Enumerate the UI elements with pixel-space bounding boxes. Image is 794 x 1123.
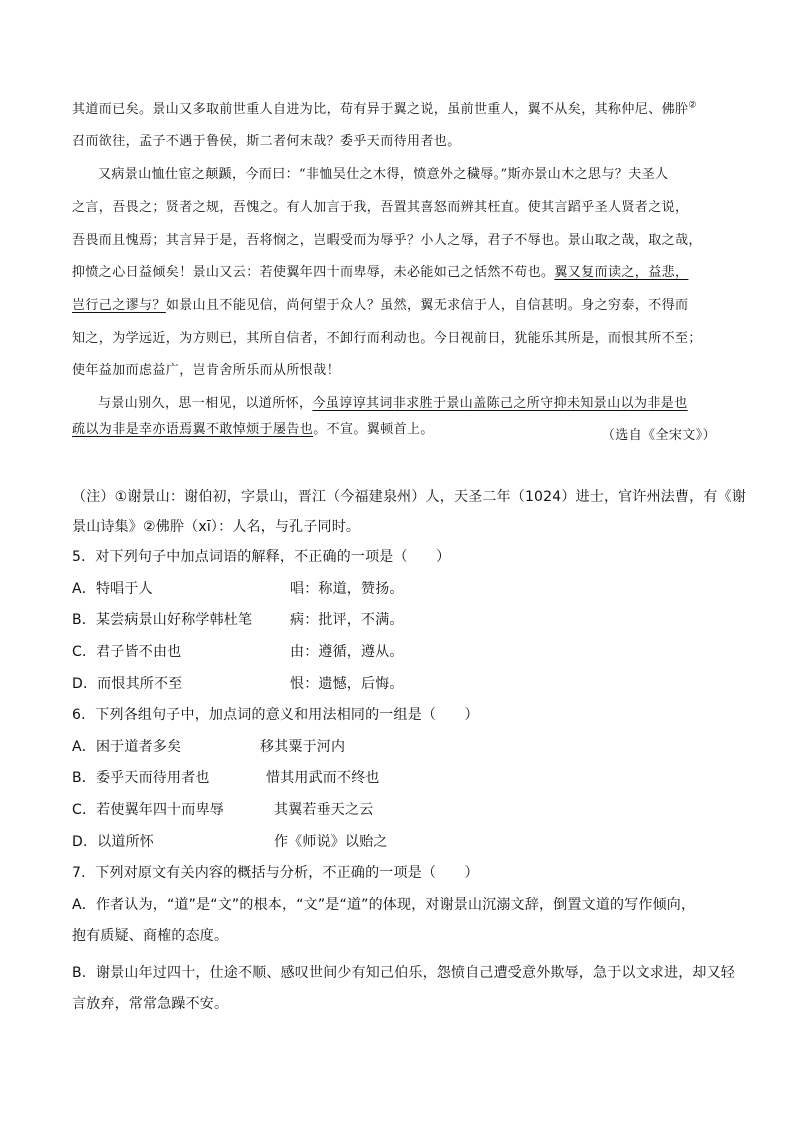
underlined-sentence: 翼又复而读之，益悲， <box>554 265 689 280</box>
passage-line: 之言，吾畏之；贤者之规，吾愧之。有人加言于我，吾置其喜怒而辨其枉直。使其言蹈乎圣人贤者之说， <box>72 200 689 215</box>
passage-text: 其道而已矣。景山又多取前世重人自进为比，苟有异于翼之说，虽前世重人，翼不从矣，其称仲尼、佛肸 <box>72 102 689 117</box>
passage-line <box>72 296 688 316</box>
passage-line <box>72 420 434 440</box>
annotation-line: 景山诗集》②佛肸（xī）：人名，与孔子同时。 <box>72 519 361 535</box>
q7-option-b-cont: 言放弃，常常急躁不安。 <box>72 996 229 1012</box>
passage-line: 吾畏而且愧焉；其言异于是，吾将悯之，岂暇受而为辱乎？小人之辱，君子不辱也。景山取之哉，取之哉， <box>72 233 702 248</box>
q6-option-b[interactable]: B．委乎天而待用者也 <box>72 770 210 786</box>
q5-option-d[interactable]: D．而恨其所不至 <box>72 676 183 692</box>
passage-text: 如景山且不能见信，尚何望于众人？虽然，翼无求信于人，自信甚明。身之穷泰，不得而 <box>165 298 689 313</box>
annotation-line: （注）①谢景山：谢伯初，字景山，晋江（今福建泉州）人，天圣二年（1024）进士，官许州法曹，有《谢 <box>72 489 746 505</box>
passage-line: 又病景山恤仕宦之颠踬，今而曰：“非恤吴仕之木得，愤意外之穢辱。”斯亦景山木之思与？夫圣人 <box>98 167 669 182</box>
passage-line <box>72 263 688 283</box>
q5-option-b[interactable]: B．某尝病景山好称学韩杜笔 <box>72 612 253 628</box>
q5-option-a-gloss: 唱：称道，赞扬。 <box>290 581 404 597</box>
source-citation: （选自《全宋文》） <box>601 428 716 443</box>
passage-line <box>98 394 688 414</box>
q6-option-c[interactable]: C．若使翼年四十而卑辱 <box>72 802 224 818</box>
q7-option-a-cont: 抱有质疑、商榷的态度。 <box>72 928 229 944</box>
q5-option-c-gloss: 由：遵循，遵从。 <box>290 644 404 660</box>
q6-option-b-pair: 惜其用武而不终也 <box>266 770 380 786</box>
footnote-marker: ② <box>688 100 697 111</box>
q7-option-b[interactable]: B．谢景山年过四十，仕途不顺、感叹世间少有知己伯乐，怨愤自己遭受意外欺辱，急于以文求进，却又轻 <box>72 965 736 981</box>
passage-line: 召而欲往，孟子不遇于鲁侯，斯二者何末哉？委乎天而待用者也。 <box>72 134 461 149</box>
passage-text: 。不宣。翼顿首上。 <box>313 422 434 437</box>
q6-option-d[interactable]: D．以道所怀 <box>72 834 154 850</box>
underlined-sentence: 岂行己之谬与？ <box>72 298 166 313</box>
passage-text: 与景山别久，思一相见，以道所怀， <box>98 396 313 411</box>
underlined-sentence: 疏以为非是幸亦语焉翼不敢悼烦于屡告也 <box>72 422 314 437</box>
q7-option-a[interactable]: A．作者认为，“道”是“文”的根本，“文”是“道”的体现，对谢景山沉溺文辞，倒置文道的写作倾向， <box>72 897 696 913</box>
passage-line <box>72 100 697 120</box>
q5-option-a[interactable]: A．特唱于人 <box>72 581 153 597</box>
q5-option-d-gloss: 恨：遗憾，后悔。 <box>290 676 404 692</box>
underlined-sentence: 今虽谆谆其词非求胜于景山盖陈己之所守抑未知景山以为非是也 <box>312 396 688 411</box>
passage-line: 知之，为学远近，为方则已，其所自信者，不卸行而利动也。今日视前日，犹能乐其所是，而恨其所不至； <box>72 331 702 346</box>
question-6-stem: 6．下列各组句子中，加点词的意义和用法相同的一组是（ ） <box>72 707 479 723</box>
passage-text: 抑愤之心日益倾矣！景山又云：若使翼年四十而卑辱，未必能如己之恬然不苟也。 <box>72 265 555 280</box>
q6-option-a[interactable]: A．困于道者多矣 <box>72 739 182 755</box>
q5-option-b-gloss: 病：批评，不满。 <box>290 612 404 628</box>
q6-option-c-pair: 其翼若垂天之云 <box>274 802 374 818</box>
q6-option-a-pair: 移其粟于河内 <box>260 739 346 755</box>
q6-option-d-pair: 作《师说》以贻之 <box>274 834 388 850</box>
passage-line: 使年益加而虑益广，岂肯舍所乐而从所恨哉！ <box>72 363 341 378</box>
question-7-stem: 7．下列对原文有关内容的概括与分析，不正确的一项是（ ） <box>72 865 479 881</box>
q5-option-c[interactable]: C．君子皆不由也 <box>72 644 182 660</box>
question-5-stem: 5．对下列句子中加点词语的解释，不正确的一项是（ ） <box>72 549 451 565</box>
